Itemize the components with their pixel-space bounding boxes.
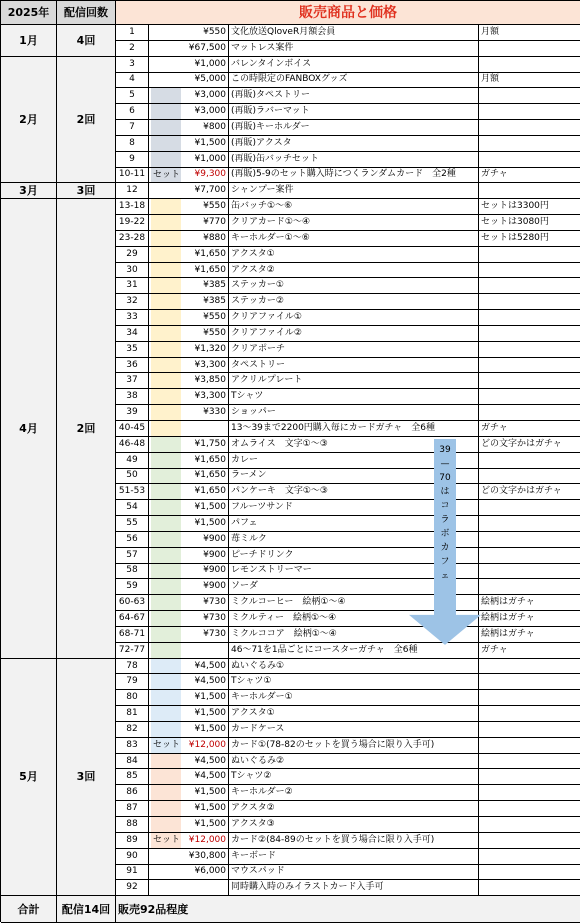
item-price: ¥800 bbox=[149, 120, 229, 136]
item-note bbox=[479, 326, 580, 342]
item-price: ¥1,500 bbox=[149, 500, 229, 516]
item-name: キーホルダー①～⑥ bbox=[229, 231, 479, 247]
item-number: 12 bbox=[116, 183, 149, 199]
item-name: アクスタ③ bbox=[229, 817, 479, 833]
collab-note-char: — bbox=[440, 458, 450, 469]
item-price bbox=[149, 421, 229, 437]
item-note: セットは3300円 bbox=[479, 199, 580, 215]
item-number: 68-71 bbox=[116, 627, 149, 643]
item-number: 55 bbox=[116, 516, 149, 532]
item-name: レモンストリーマー bbox=[229, 564, 479, 580]
item-price: ¥3,000 bbox=[149, 88, 229, 104]
item-note bbox=[479, 136, 580, 152]
item-number: 89 bbox=[116, 833, 149, 849]
item-number: 35 bbox=[116, 342, 149, 358]
month-label: 1月 bbox=[1, 25, 57, 57]
item-note bbox=[479, 342, 580, 358]
item-number: 31 bbox=[116, 278, 149, 294]
item-price: ¥4,500 bbox=[149, 659, 229, 675]
item-price: ¥1,650 bbox=[149, 484, 229, 500]
item-number: 72-77 bbox=[116, 643, 149, 659]
item-name: シャンプー案件 bbox=[229, 183, 479, 199]
month-label: 3月 bbox=[1, 183, 57, 199]
item-number: 78 bbox=[116, 659, 149, 675]
item-price: ¥330 bbox=[149, 405, 229, 421]
item-name: 13～39まで2200円購入毎にカードガチャ 全6種 bbox=[229, 421, 479, 437]
item-price: ¥67,500 bbox=[149, 41, 229, 57]
item-name: アクスタ① bbox=[229, 247, 479, 263]
item-note bbox=[479, 865, 580, 881]
item-number: 80 bbox=[116, 690, 149, 706]
set-label: セット bbox=[153, 834, 181, 845]
item-note bbox=[479, 674, 580, 690]
item-number: 50 bbox=[116, 469, 149, 485]
item-name: ミクルコーヒー 絵柄①～④ bbox=[229, 595, 479, 611]
item-price: ¥1,500 bbox=[149, 785, 229, 801]
collab-note-char: カ bbox=[440, 542, 450, 553]
item-name: Tシャツ bbox=[229, 389, 479, 405]
month-count: 3回 bbox=[57, 183, 116, 199]
item-name: (再販)キーホルダー bbox=[229, 120, 479, 136]
item-price: ¥730 bbox=[149, 595, 229, 611]
item-number: 59 bbox=[116, 579, 149, 595]
item-price: ¥3,850 bbox=[149, 373, 229, 389]
item-number: 57 bbox=[116, 548, 149, 564]
item-price: ¥1,750 bbox=[149, 437, 229, 453]
item-number: 9 bbox=[116, 152, 149, 168]
item-name: キーボード bbox=[229, 849, 479, 865]
item-note bbox=[479, 817, 580, 833]
collab-note-char: 70 bbox=[439, 472, 451, 483]
item-number: 23-28 bbox=[116, 231, 149, 247]
collab-note-char: は bbox=[440, 486, 450, 497]
set-label: セット bbox=[153, 739, 181, 750]
item-price: ¥12,000 bbox=[149, 833, 229, 849]
item-note bbox=[479, 769, 580, 785]
item-number: 90 bbox=[116, 849, 149, 865]
item-name: 同時購入時のみイラストカード入手可 bbox=[229, 880, 479, 896]
item-name: (再販)タペストリー bbox=[229, 88, 479, 104]
item-price: ¥1,320 bbox=[149, 342, 229, 358]
item-note bbox=[479, 247, 580, 263]
item-note: 絵柄はガチャ bbox=[479, 595, 580, 611]
item-number: 39 bbox=[116, 405, 149, 421]
item-price: ¥1,650 bbox=[149, 469, 229, 485]
item-name: (再販)缶バッチセット bbox=[229, 152, 479, 168]
item-price: ¥9,300 bbox=[149, 168, 229, 184]
collab-note bbox=[438, 443, 452, 583]
item-number: 1 bbox=[116, 25, 149, 41]
item-note: どの文字かはガチャ bbox=[479, 484, 580, 500]
collab-note-char: コ bbox=[440, 500, 450, 511]
footer-summary: 販売92品程度 bbox=[116, 896, 580, 923]
item-price: ¥6,000 bbox=[149, 865, 229, 881]
item-number: 29 bbox=[116, 247, 149, 263]
item-price: ¥3,300 bbox=[149, 389, 229, 405]
item-price: ¥1,500 bbox=[149, 722, 229, 738]
item-name: アクリルプレート bbox=[229, 373, 479, 389]
item-number: 91 bbox=[116, 865, 149, 881]
item-price: ¥4,500 bbox=[149, 754, 229, 770]
item-price: ¥3,300 bbox=[149, 358, 229, 374]
item-name: ぬいぐるみ② bbox=[229, 754, 479, 770]
item-note bbox=[479, 500, 580, 516]
footer-label: 合計 bbox=[1, 896, 57, 923]
item-name: マットレス案件 bbox=[229, 41, 479, 57]
item-name: ソーダ bbox=[229, 579, 479, 595]
item-number: 37 bbox=[116, 373, 149, 389]
item-number: 36 bbox=[116, 358, 149, 374]
month-label: 4月 bbox=[1, 199, 57, 658]
item-name: マウスパッド bbox=[229, 865, 479, 881]
item-price bbox=[149, 643, 229, 659]
item-note bbox=[479, 548, 580, 564]
item-number: 87 bbox=[116, 801, 149, 817]
item-number: 19-22 bbox=[116, 215, 149, 231]
item-note bbox=[479, 754, 580, 770]
item-price: ¥4,500 bbox=[149, 674, 229, 690]
header-title: 販売商品と価格 bbox=[116, 1, 580, 25]
item-name: 文化放送QloveR月額会員 bbox=[229, 25, 479, 41]
collab-note-char: 39 bbox=[439, 444, 451, 455]
item-name: クリアポーチ bbox=[229, 342, 479, 358]
item-price: ¥5,000 bbox=[149, 73, 229, 89]
item-price: ¥385 bbox=[149, 278, 229, 294]
item-price: ¥30,800 bbox=[149, 849, 229, 865]
item-number: 58 bbox=[116, 564, 149, 580]
item-name: ステッカー② bbox=[229, 294, 479, 310]
item-name: フルーツサンド bbox=[229, 500, 479, 516]
item-name: クリアファイル② bbox=[229, 326, 479, 342]
item-name: オムライス 文字①～③ bbox=[229, 437, 479, 453]
item-price: ¥1,650 bbox=[149, 453, 229, 469]
item-note bbox=[479, 564, 580, 580]
month-count: 4回 bbox=[57, 25, 116, 57]
collab-note-char: ボ bbox=[440, 528, 450, 539]
item-number: 79 bbox=[116, 674, 149, 690]
item-price: ¥1,000 bbox=[149, 57, 229, 73]
item-note: 絵柄はガチャ bbox=[479, 627, 580, 643]
item-number: 83 bbox=[116, 738, 149, 754]
footer-count: 配信14回 bbox=[57, 896, 116, 923]
month-label: 5月 bbox=[1, 659, 57, 897]
month-count: 2回 bbox=[57, 57, 116, 184]
item-name: パフェ bbox=[229, 516, 479, 532]
item-name: ぬいぐるみ① bbox=[229, 659, 479, 675]
item-price: ¥730 bbox=[149, 611, 229, 627]
item-number: 46-48 bbox=[116, 437, 149, 453]
item-number: 84 bbox=[116, 754, 149, 770]
item-name: アクスタ① bbox=[229, 706, 479, 722]
item-price: ¥900 bbox=[149, 532, 229, 548]
item-name: バレンタインボイス bbox=[229, 57, 479, 73]
item-price: ¥550 bbox=[149, 326, 229, 342]
collab-note-char: ラ bbox=[440, 514, 450, 525]
item-number: 88 bbox=[116, 817, 149, 833]
collab-note-char: フ bbox=[440, 556, 450, 567]
item-price: ¥4,500 bbox=[149, 769, 229, 785]
item-name: アクスタ② bbox=[229, 263, 479, 279]
item-note bbox=[479, 41, 580, 57]
item-note bbox=[479, 833, 580, 849]
item-number: 7 bbox=[116, 120, 149, 136]
item-price: ¥730 bbox=[149, 627, 229, 643]
item-note bbox=[479, 690, 580, 706]
item-price: ¥1,500 bbox=[149, 136, 229, 152]
item-number: 33 bbox=[116, 310, 149, 326]
item-note bbox=[479, 183, 580, 199]
month-label: 2月 bbox=[1, 57, 57, 184]
item-name: カード②(84-89のセットを買う場合に限り入手可) bbox=[229, 833, 479, 849]
item-note bbox=[479, 358, 580, 374]
item-number: 34 bbox=[116, 326, 149, 342]
item-number: 60-63 bbox=[116, 595, 149, 611]
item-note bbox=[479, 152, 580, 168]
item-note bbox=[479, 373, 580, 389]
item-name: 46～71を1品ごとにコースターガチャ 全6種 bbox=[229, 643, 479, 659]
item-number: 4 bbox=[116, 73, 149, 89]
item-name: クリアファイル① bbox=[229, 310, 479, 326]
item-note bbox=[479, 57, 580, 73]
item-note bbox=[479, 278, 580, 294]
item-number: 56 bbox=[116, 532, 149, 548]
item-name: カードケース bbox=[229, 722, 479, 738]
item-note: 月額 bbox=[479, 25, 580, 41]
item-note: ガチャ bbox=[479, 168, 580, 184]
item-number: 51-53 bbox=[116, 484, 149, 500]
item-number: 40-45 bbox=[116, 421, 149, 437]
collab-note-char: ェ bbox=[440, 570, 450, 581]
item-number: 64-67 bbox=[116, 611, 149, 627]
item-note: ガチャ bbox=[479, 421, 580, 437]
item-note bbox=[479, 579, 580, 595]
item-number: 30 bbox=[116, 263, 149, 279]
item-name: クリアカード①～④ bbox=[229, 215, 479, 231]
item-price: ¥880 bbox=[149, 231, 229, 247]
item-number: 8 bbox=[116, 136, 149, 152]
item-price: ¥900 bbox=[149, 564, 229, 580]
item-number: 81 bbox=[116, 706, 149, 722]
item-price: ¥1,500 bbox=[149, 516, 229, 532]
item-name: 缶バッチ①～⑥ bbox=[229, 199, 479, 215]
item-name: ラーメン bbox=[229, 469, 479, 485]
item-note bbox=[479, 405, 580, 421]
item-number: 10-11 bbox=[116, 168, 149, 184]
item-note: 絵柄はガチャ bbox=[479, 611, 580, 627]
item-number: 13-18 bbox=[116, 199, 149, 215]
item-price: ¥7,700 bbox=[149, 183, 229, 199]
item-number: 54 bbox=[116, 500, 149, 516]
item-number: 82 bbox=[116, 722, 149, 738]
item-price: ¥1,500 bbox=[149, 706, 229, 722]
item-note bbox=[479, 849, 580, 865]
item-price: ¥550 bbox=[149, 199, 229, 215]
header-year: 2025年 bbox=[1, 1, 57, 25]
item-price: ¥1,500 bbox=[149, 801, 229, 817]
item-price: ¥550 bbox=[149, 310, 229, 326]
item-note bbox=[479, 120, 580, 136]
item-number: 86 bbox=[116, 785, 149, 801]
item-note bbox=[479, 801, 580, 817]
item-name: アクスタ② bbox=[229, 801, 479, 817]
item-number: 6 bbox=[116, 104, 149, 120]
item-name: ステッカー① bbox=[229, 278, 479, 294]
item-price: ¥1,650 bbox=[149, 247, 229, 263]
item-price: ¥1,000 bbox=[149, 152, 229, 168]
item-price: ¥12,000 bbox=[149, 738, 229, 754]
item-price: ¥550 bbox=[149, 25, 229, 41]
item-price: ¥900 bbox=[149, 579, 229, 595]
item-note bbox=[479, 453, 580, 469]
item-note bbox=[479, 104, 580, 120]
item-price bbox=[149, 880, 229, 896]
item-note bbox=[479, 880, 580, 896]
item-note bbox=[479, 263, 580, 279]
item-number: 2 bbox=[116, 41, 149, 57]
item-price: ¥1,500 bbox=[149, 690, 229, 706]
item-number: 32 bbox=[116, 294, 149, 310]
item-price: ¥385 bbox=[149, 294, 229, 310]
item-name: キーホルダー① bbox=[229, 690, 479, 706]
item-price: ¥3,000 bbox=[149, 104, 229, 120]
item-note: セットは5280円 bbox=[479, 231, 580, 247]
item-number: 38 bbox=[116, 389, 149, 405]
item-note bbox=[479, 88, 580, 104]
item-name: ショッパー bbox=[229, 405, 479, 421]
month-count: 2回 bbox=[57, 199, 116, 658]
item-name: (再販)ラバーマット bbox=[229, 104, 479, 120]
item-note bbox=[479, 785, 580, 801]
item-name: 苺ミルク bbox=[229, 532, 479, 548]
item-note bbox=[479, 722, 580, 738]
item-note bbox=[479, 706, 580, 722]
item-name: Tシャツ① bbox=[229, 674, 479, 690]
item-name: ピーチドリンク bbox=[229, 548, 479, 564]
item-name: ミクルティー 絵柄①～④ bbox=[229, 611, 479, 627]
item-name: (再販)5-9のセット購入時につくランダムカード 全2種 bbox=[229, 168, 479, 184]
item-price: ¥900 bbox=[149, 548, 229, 564]
set-label: セット bbox=[153, 169, 181, 180]
item-note bbox=[479, 389, 580, 405]
item-name: カレー bbox=[229, 453, 479, 469]
item-note bbox=[479, 516, 580, 532]
item-name: ミクルココア 絵柄①～④ bbox=[229, 627, 479, 643]
item-number: 3 bbox=[116, 57, 149, 73]
item-note: 月額 bbox=[479, 73, 580, 89]
header-count: 配信回数 bbox=[57, 1, 116, 25]
item-note: ガチャ bbox=[479, 643, 580, 659]
item-number: 49 bbox=[116, 453, 149, 469]
item-number: 85 bbox=[116, 769, 149, 785]
item-note: セットは3080円 bbox=[479, 215, 580, 231]
item-number: 5 bbox=[116, 88, 149, 104]
item-number: 92 bbox=[116, 880, 149, 896]
item-note bbox=[479, 659, 580, 675]
item-note bbox=[479, 294, 580, 310]
item-note: どの文字かはガチャ bbox=[479, 437, 580, 453]
item-price: ¥770 bbox=[149, 215, 229, 231]
item-note bbox=[479, 738, 580, 754]
item-note bbox=[479, 310, 580, 326]
item-name: Tシャツ② bbox=[229, 769, 479, 785]
item-name: タペストリー bbox=[229, 358, 479, 374]
item-price: ¥1,650 bbox=[149, 263, 229, 279]
item-name: カード①(78-82のセットを買う場合に限り入手可) bbox=[229, 738, 479, 754]
month-count: 3回 bbox=[57, 659, 116, 897]
item-price: ¥1,500 bbox=[149, 817, 229, 833]
item-name: キーホルダー② bbox=[229, 785, 479, 801]
item-note bbox=[479, 532, 580, 548]
item-note bbox=[479, 469, 580, 485]
item-name: この時限定のFANBOXグッズ bbox=[229, 73, 479, 89]
item-name: パンケーキ 文字①～③ bbox=[229, 484, 479, 500]
item-name: (再販)アクスタ bbox=[229, 136, 479, 152]
